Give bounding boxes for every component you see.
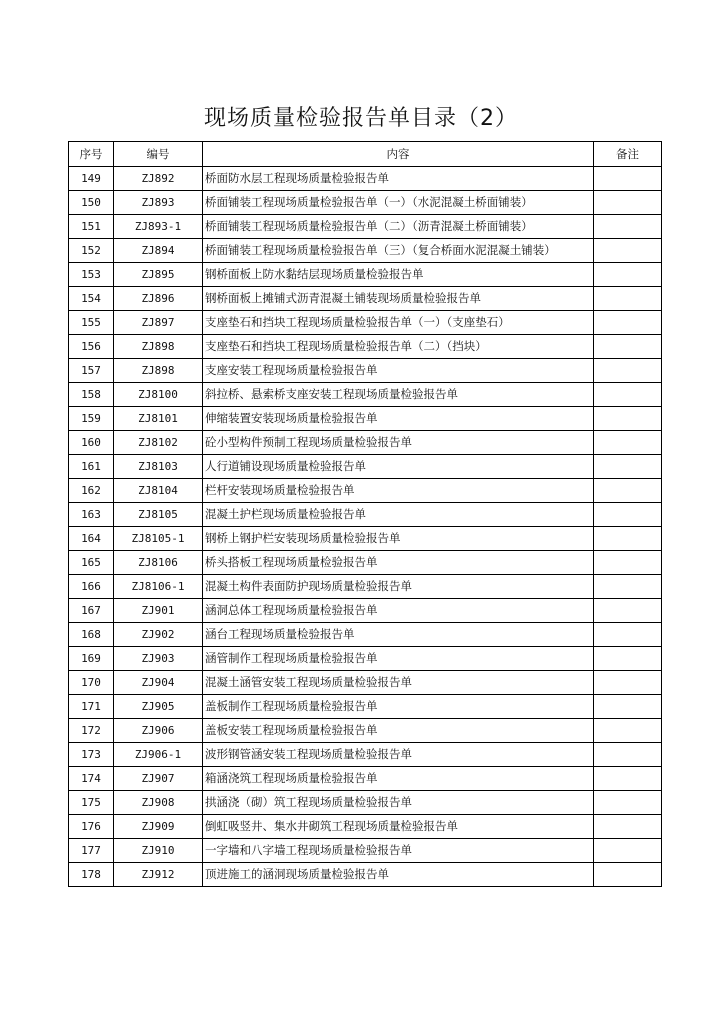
table-row [69, 623, 662, 647]
cell-code: ZJ894 [114, 239, 203, 263]
cell-code: ZJ893-1 [114, 215, 203, 239]
cell-content: 混凝土护栏现场质量检验报告单 [203, 503, 594, 527]
cell-code: ZJ8100 [114, 383, 203, 407]
cell-seq: 178 [69, 863, 114, 887]
header-code: 编号 [114, 142, 203, 167]
cell-note [594, 407, 662, 431]
cell-note [594, 863, 662, 887]
cell-note [594, 719, 662, 743]
cell-note [594, 647, 662, 671]
cell-seq: 162 [69, 479, 114, 503]
cell-content: 钢桥上钢护栏安装现场质量检验报告单 [203, 527, 594, 551]
table-row [69, 311, 662, 335]
cell-content: 涵洞总体工程现场质量检验报告单 [203, 599, 594, 623]
cell-code: ZJ910 [114, 839, 203, 863]
header-content: 内容 [203, 142, 594, 167]
cell-note [594, 599, 662, 623]
cell-note [594, 551, 662, 575]
cell-code: ZJ903 [114, 647, 203, 671]
cell-content: 砼小型构件预制工程现场质量检验报告单 [203, 431, 594, 455]
cell-note [594, 167, 662, 191]
table-row [69, 767, 662, 791]
cell-code: ZJ8106 [114, 551, 203, 575]
cell-seq: 165 [69, 551, 114, 575]
cell-content: 人行道铺设现场质量检验报告单 [203, 455, 594, 479]
cell-content: 盖板安装工程现场质量检验报告单 [203, 719, 594, 743]
cell-content: 顶进施工的涵洞现场质量检验报告单 [203, 863, 594, 887]
cell-note [594, 671, 662, 695]
page-title: 现场质量检验报告单目录（2） [204, 106, 518, 131]
table-row [69, 575, 662, 599]
cell-code: ZJ892 [114, 167, 203, 191]
cell-seq: 173 [69, 743, 114, 767]
cell-content: 钢桥面板上摊铺式沥青混凝土铺装现场质量检验报告单 [203, 287, 594, 311]
cell-seq: 157 [69, 359, 114, 383]
header-seq: 序号 [69, 142, 114, 167]
cell-content: 拱涵浇（砌）筑工程现场质量检验报告单 [203, 791, 594, 815]
cell-code: ZJ898 [114, 335, 203, 359]
cell-seq: 175 [69, 791, 114, 815]
table-row [69, 647, 662, 671]
cell-seq: 172 [69, 719, 114, 743]
cell-code: ZJ898 [114, 359, 203, 383]
cell-seq: 177 [69, 839, 114, 863]
cell-content: 箱涵浇筑工程现场质量检验报告单 [203, 767, 594, 791]
cell-seq: 174 [69, 767, 114, 791]
cell-code: ZJ8105-1 [114, 527, 203, 551]
cell-seq: 167 [69, 599, 114, 623]
cell-content: 盖板制作工程现场质量检验报告单 [203, 695, 594, 719]
cell-content: 桥面铺装工程现场质量检验报告单（一）（水泥混凝土桥面铺装） [203, 191, 594, 215]
table-row [69, 791, 662, 815]
table-row [69, 215, 662, 239]
cell-note [594, 383, 662, 407]
cell-seq: 153 [69, 263, 114, 287]
cell-code: ZJ893 [114, 191, 203, 215]
cell-code: ZJ895 [114, 263, 203, 287]
cell-note [594, 263, 662, 287]
cell-content: 涵管制作工程现场质量检验报告单 [203, 647, 594, 671]
cell-seq: 156 [69, 335, 114, 359]
cell-content: 混凝土涵管安装工程现场质量检验报告单 [203, 671, 594, 695]
cell-seq: 154 [69, 287, 114, 311]
table-row [69, 239, 662, 263]
cell-note [594, 479, 662, 503]
cell-content: 桥面铺装工程现场质量检验报告单（二）（沥青混凝土桥面铺装） [203, 215, 594, 239]
table-row [69, 287, 662, 311]
table-row [69, 743, 662, 767]
cell-code: ZJ8101 [114, 407, 203, 431]
cell-note [594, 215, 662, 239]
cell-note [594, 503, 662, 527]
cell-seq: 166 [69, 575, 114, 599]
cell-seq: 171 [69, 695, 114, 719]
cell-code: ZJ907 [114, 767, 203, 791]
cell-note [594, 311, 662, 335]
cell-note [594, 287, 662, 311]
cell-content: 桥面防水层工程现场质量检验报告单 [203, 167, 594, 191]
cell-note [594, 623, 662, 647]
cell-seq: 159 [69, 407, 114, 431]
cell-code: ZJ8102 [114, 431, 203, 455]
table-row [69, 599, 662, 623]
table-row [69, 263, 662, 287]
table-row [69, 359, 662, 383]
table-row [69, 839, 662, 863]
cell-note [594, 239, 662, 263]
header-note: 备注 [594, 142, 662, 167]
table-row [69, 551, 662, 575]
cell-seq: 161 [69, 455, 114, 479]
cell-seq: 168 [69, 623, 114, 647]
table-row [69, 407, 662, 431]
cell-note [594, 431, 662, 455]
cell-note [594, 839, 662, 863]
cell-content: 桥面铺装工程现场质量检验报告单（三）（复合桥面水泥混凝土铺装） [203, 239, 594, 263]
table-row [69, 815, 662, 839]
cell-seq: 158 [69, 383, 114, 407]
cell-code: ZJ8103 [114, 455, 203, 479]
table-row [69, 479, 662, 503]
cell-note [594, 575, 662, 599]
table-body [69, 167, 662, 887]
cell-seq: 150 [69, 191, 114, 215]
cell-note [594, 743, 662, 767]
cell-content: 支座安装工程现场质量检验报告单 [203, 359, 594, 383]
cell-seq: 155 [69, 311, 114, 335]
cell-content: 倒虹吸竖井、集水井砌筑工程现场质量检验报告单 [203, 815, 594, 839]
cell-note [594, 191, 662, 215]
table-row [69, 863, 662, 887]
cell-content: 混凝土构件表面防护现场质量检验报告单 [203, 575, 594, 599]
cell-code: ZJ901 [114, 599, 203, 623]
cell-code: ZJ912 [114, 863, 203, 887]
cell-content: 波形钢管涵安装工程现场质量检验报告单 [203, 743, 594, 767]
cell-content: 伸缩装置安装现场质量检验报告单 [203, 407, 594, 431]
cell-note [594, 359, 662, 383]
cell-code: ZJ906 [114, 719, 203, 743]
cell-code: ZJ902 [114, 623, 203, 647]
cell-seq: 176 [69, 815, 114, 839]
cell-content: 支座垫石和挡块工程现场质量检验报告单（一）（支座垫石） [203, 311, 594, 335]
cell-content: 桥头搭板工程现场质量检验报告单 [203, 551, 594, 575]
table-row [69, 527, 662, 551]
table-row [69, 671, 662, 695]
cell-code: ZJ897 [114, 311, 203, 335]
table-row [69, 695, 662, 719]
cell-note [594, 527, 662, 551]
table-row [69, 719, 662, 743]
cell-code: ZJ906-1 [114, 743, 203, 767]
cell-seq: 160 [69, 431, 114, 455]
cell-note [594, 695, 662, 719]
table-row [69, 167, 662, 191]
cell-seq: 164 [69, 527, 114, 551]
cell-content: 支座垫石和挡块工程现场质量检验报告单（二）（挡块） [203, 335, 594, 359]
cell-content: 涵台工程现场质量检验报告单 [203, 623, 594, 647]
table-row [69, 431, 662, 455]
cell-seq: 163 [69, 503, 114, 527]
cell-seq: 152 [69, 239, 114, 263]
cell-code: ZJ904 [114, 671, 203, 695]
cell-seq: 151 [69, 215, 114, 239]
cell-code: ZJ905 [114, 695, 203, 719]
table-row [69, 503, 662, 527]
cell-code: ZJ908 [114, 791, 203, 815]
table-row [69, 383, 662, 407]
cell-code: ZJ896 [114, 287, 203, 311]
cell-code: ZJ8104 [114, 479, 203, 503]
cell-note [594, 791, 662, 815]
cell-content: 一字墙和八字墙工程现场质量检验报告单 [203, 839, 594, 863]
cell-content: 栏杆安装现场质量检验报告单 [203, 479, 594, 503]
cell-note [594, 767, 662, 791]
cell-code: ZJ8106-1 [114, 575, 203, 599]
cell-note [594, 455, 662, 479]
cell-seq: 169 [69, 647, 114, 671]
table-header-row [69, 142, 662, 167]
cell-note [594, 335, 662, 359]
cell-code: ZJ909 [114, 815, 203, 839]
cell-note [594, 815, 662, 839]
catalog-table [68, 141, 662, 887]
cell-code: ZJ8105 [114, 503, 203, 527]
table-row [69, 335, 662, 359]
cell-content: 钢桥面板上防水黏结层现场质量检验报告单 [203, 263, 594, 287]
table-row [69, 455, 662, 479]
cell-seq: 149 [69, 167, 114, 191]
cell-seq: 170 [69, 671, 114, 695]
cell-content: 斜拉桥、悬索桥支座安装工程现场质量检验报告单 [203, 383, 594, 407]
table-row [69, 191, 662, 215]
